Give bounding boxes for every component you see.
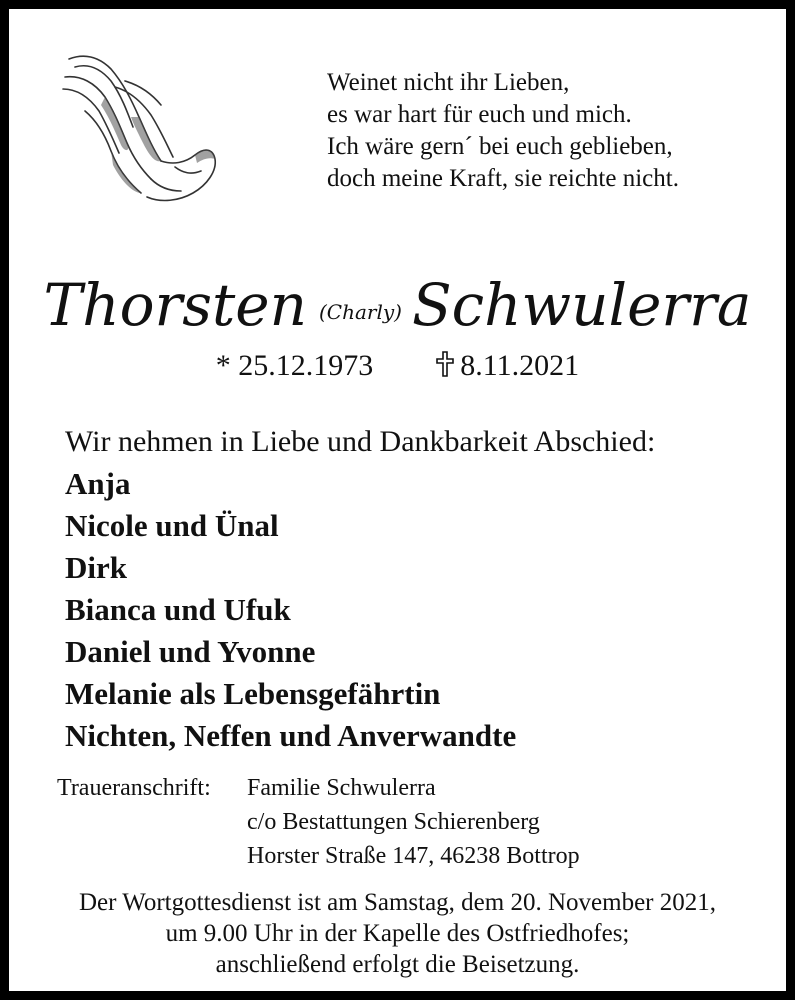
poem (327, 67, 679, 195)
mourner-list (65, 463, 516, 757)
mourner-item: Anja (65, 466, 131, 501)
mourner-item: Daniel und Yvonne (65, 634, 316, 669)
mourner-item: Dirk (65, 550, 127, 585)
service-info (9, 887, 786, 980)
mourner-item: Melanie als Lebensgefährtin (65, 676, 441, 711)
deceased-name (9, 271, 786, 339)
life-dates (9, 349, 786, 383)
nickname: (Charly) (318, 300, 402, 324)
death-date: 8.11.2021 (460, 349, 580, 382)
service-line: um 9.00 Uhr in der Kapelle des Ostfriedhofes; (165, 920, 630, 947)
birth-date: * 25.12.1973 (215, 349, 374, 382)
address-line: c/o Bestattungen Schierenberg (247, 809, 540, 835)
praying-hands-icon (55, 47, 225, 207)
mourner-item: Bianca und Ufuk (65, 592, 291, 627)
poem-line: Weinet nicht ihr Lieben, (327, 69, 570, 96)
mourning-address (57, 771, 580, 873)
service-line: anschließend erfolgt die Beisetzung. (215, 951, 580, 978)
first-name: Thorsten (43, 271, 307, 339)
address-line: Horster Straße 147, 46238 Bottrop (247, 843, 580, 869)
mourner-item: Nichten, Neffen und Anverwandte (65, 718, 517, 753)
cross-icon (436, 351, 454, 377)
farewell-intro: Wir nehmen in Liebe und Dankbarkeit Abschied: (65, 425, 656, 458)
mourner-item: Nicole und Ünal (65, 508, 279, 543)
last-name: Schwulerra (411, 271, 752, 339)
poem-line: Ich wäre gern´ bei euch geblieben, (327, 133, 673, 160)
address-line: Familie Schwulerra (247, 775, 436, 801)
poem-line: es war hart für euch und mich. (327, 101, 632, 128)
address-label: Traueranschrift: (57, 775, 211, 801)
service-line: Der Wortgottesdienst ist am Samstag, dem 20. November 2021, (78, 889, 716, 916)
poem-line: doch meine Kraft, sie reichte nicht. (327, 165, 679, 192)
